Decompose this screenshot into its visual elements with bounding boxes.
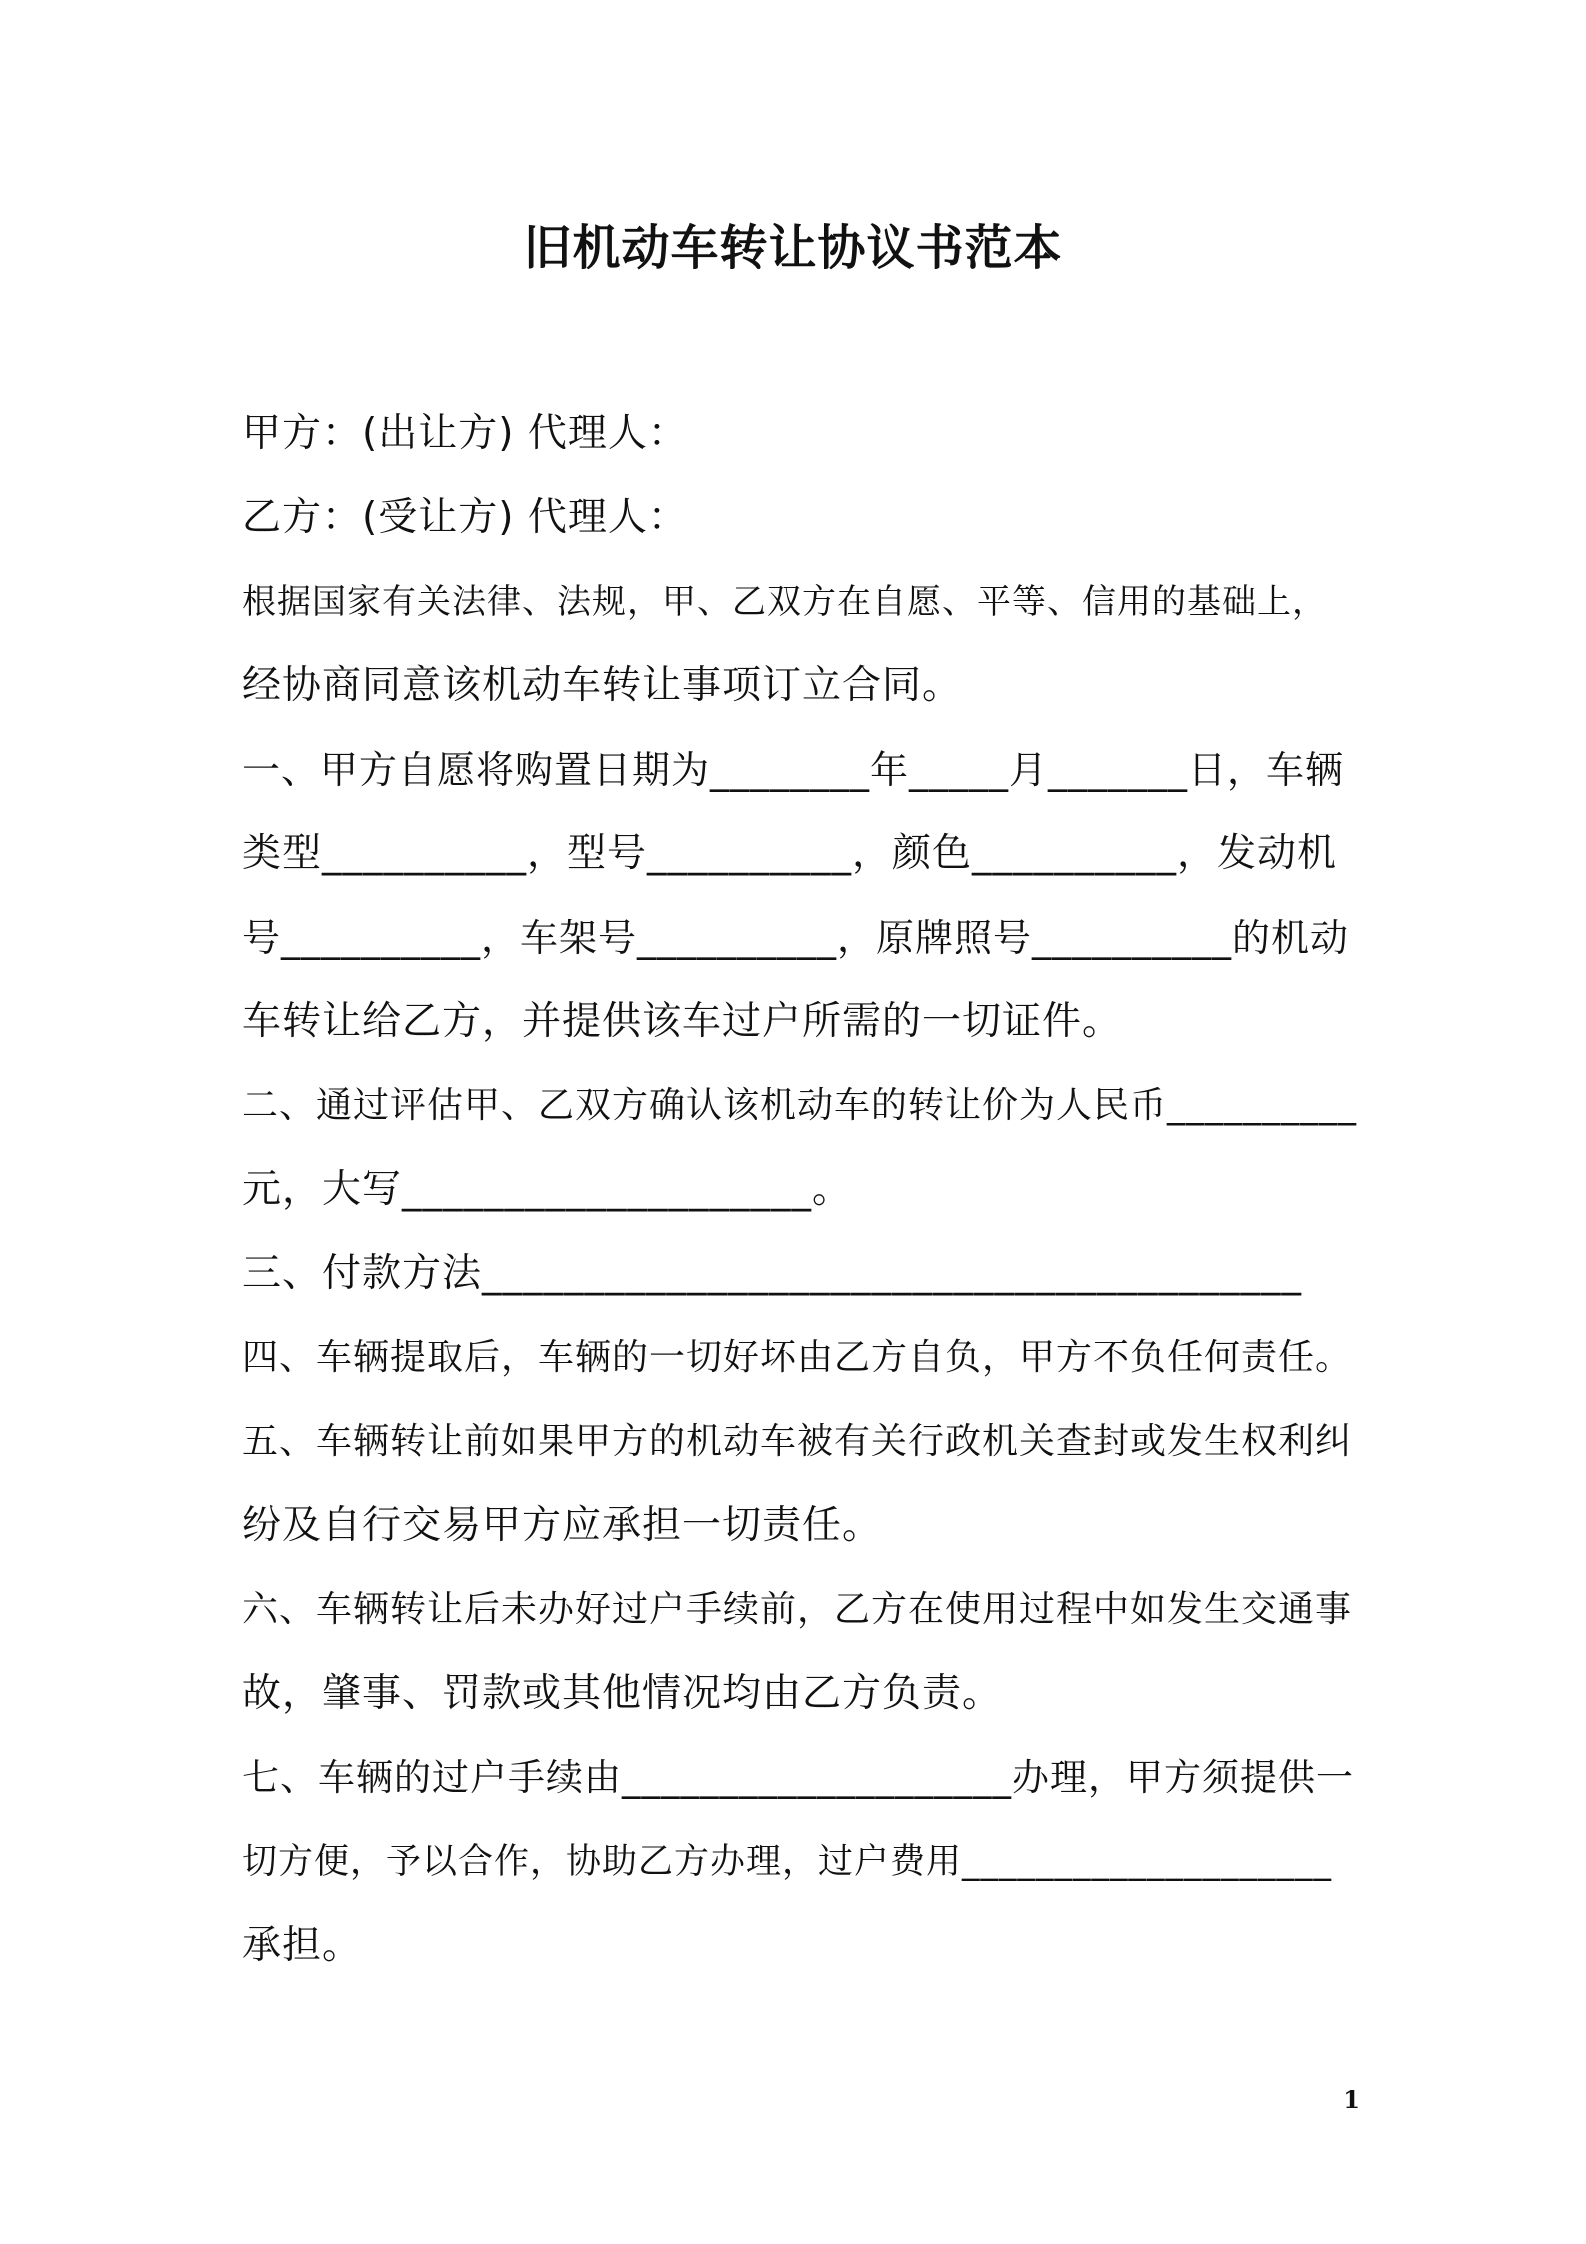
clause-4-line: 四、车辆提取后，车辆的一切好坏由乙方自负，甲方不负任何责任。 <box>242 1337 1353 1378</box>
clause-7-line-2: 切方便，予以合作，协助乙方办理，过户费用____________________ <box>242 1842 1333 1882</box>
preamble-line-1: 根据国家有关法律、法规，甲、乙双方在自愿、平等、信用的基础上， <box>242 582 1327 622</box>
clause-6-line-2: 故，肇事、罚款或其他情况均由乙方负责。 <box>242 1671 1003 1716</box>
clause-1-line-1: 一、甲方自愿将购置日期为________年_____月_______日，车辆 <box>242 748 1345 792</box>
clause-7-line-1: 七、车辆的过户手续由____________________办理，甲方须提供一 <box>242 1756 1354 1799</box>
page-number: 1 <box>1343 2085 1360 2114</box>
document-title: 旧机动车转让协议书范本 <box>523 220 1063 276</box>
clause-5-line-2: 纷及自行交易甲方应承担一切责任。 <box>242 1503 883 1548</box>
preamble-line-2: 经协商同意该机动车转让事项订立合同。 <box>242 663 963 708</box>
clause-5-line-1: 五、车辆转让前如果甲方的机动车被有关行政机关查封或发生权利纠 <box>242 1421 1353 1462</box>
clause-2-line-2: 元，大写____________________。 <box>242 1167 853 1212</box>
party-a-line: 甲方：(出让方) 代理人： <box>242 411 688 456</box>
clause-7-line-3: 承担。 <box>242 1923 363 1968</box>
clause-1-line-4: 车转让给乙方，并提供该车过户所需的一切证件。 <box>242 999 1123 1044</box>
clause-2-line-1: 二、通过评估甲、乙双方确认该机动车的转让价为人民币__________ <box>242 1085 1358 1126</box>
clause-6-line-1: 六、车辆转让后未办好过户手续前，乙方在使用过程中如发生交通事 <box>242 1589 1353 1630</box>
clause-1-line-3: 号__________，车架号__________，原牌照号__________的机动 <box>242 916 1350 960</box>
clause-3-line: 三、付款方法________________________________________ <box>242 1251 1303 1296</box>
clause-1-line-2: 类型__________，型号__________，颜色__________，发动机 <box>242 831 1338 876</box>
party-b-line: 乙方：(受让方) 代理人： <box>242 495 688 540</box>
